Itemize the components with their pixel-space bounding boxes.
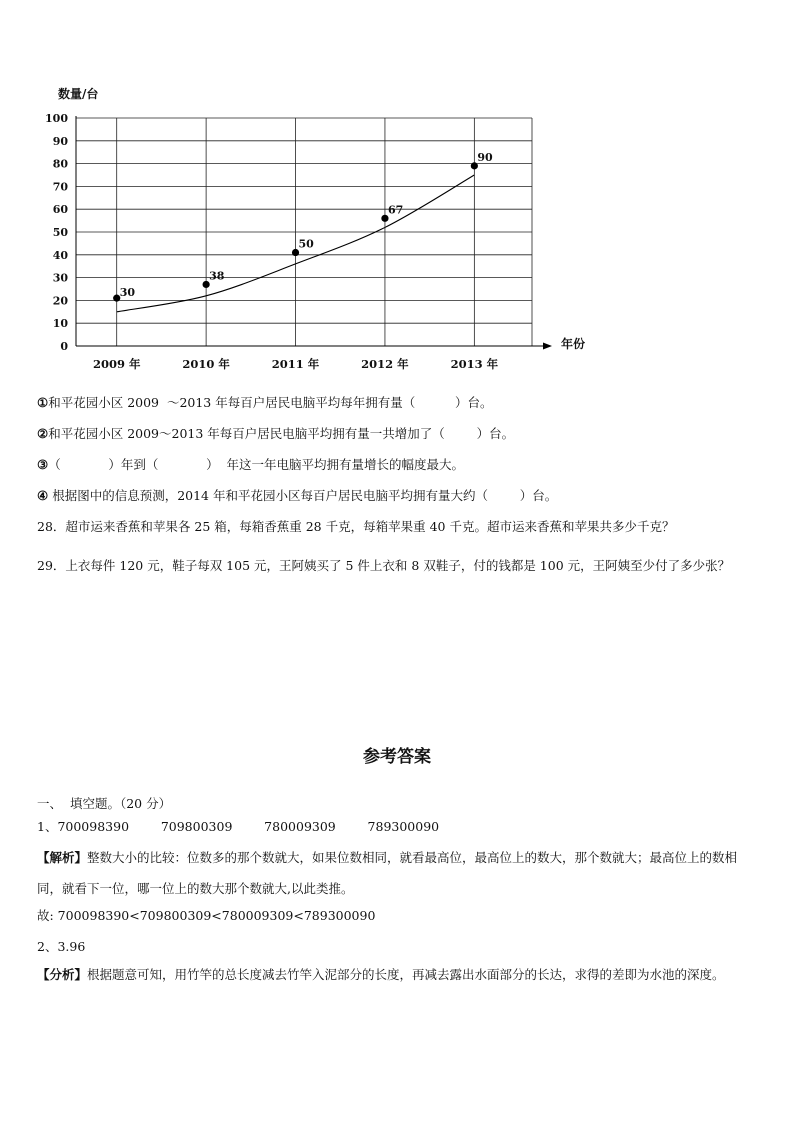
- circled-1-marker: ①: [37, 395, 49, 410]
- question-3-text: （ ）年到（ ） 年这一年电脑平均拥有量增长的幅度最大。: [48, 457, 465, 472]
- questions-block: [37, 395, 757, 581]
- data-label: 90: [477, 150, 493, 164]
- question-1: [37, 395, 757, 411]
- answers-block: [37, 796, 757, 990]
- x-tick-label: 2010 年: [182, 357, 230, 371]
- circled-2-marker: ②: [37, 426, 49, 441]
- x-axis-arrow: [543, 343, 552, 350]
- line-chart: [40, 80, 600, 380]
- question-1-text: 和平花园小区 2009 ～2013 年每百户居民电脑平均每年拥有量（ ）台。: [48, 395, 493, 410]
- y-tick-label: 0: [60, 340, 68, 353]
- question-2: [37, 426, 757, 442]
- y-tick-label: 80: [52, 157, 68, 171]
- analysis-tag: 【分析】: [37, 967, 88, 982]
- question-29: 29．上衣每件 120 元，鞋子每双 105 元，王阿姨买了 5 件上衣和 8 双鞋子，付的钱都是 100 元，王阿姨至少付了多少张？: [37, 558, 731, 573]
- x-tick-label: 2013 年: [450, 357, 499, 371]
- analysis-tag: 【解析】: [37, 850, 88, 865]
- x-axis-title: 年份: [561, 337, 586, 351]
- y-tick-label: 40: [52, 248, 68, 262]
- answer-2-analysis: [37, 959, 757, 990]
- question-2-text: 和平花园小区 2009～2013 年每百户居民电脑平均拥有量一共增加了（ ）台。: [48, 426, 515, 441]
- analysis-text: 整数大小的比较：位数多的那个数就大，如果位数相同，就看最高位，最高位上的数大，那个数就大；最高位上的数相同，就看下一位，哪一位上的数大那个数就大,以此类推。: [37, 850, 738, 896]
- question-4-text: 根据图中的信息预测，2014 年和平花园小区每百户居民电脑平均拥有量大约（ ）台。: [48, 488, 558, 503]
- answer-1-analysis: [37, 842, 757, 904]
- question-28: 28．超市运来香蕉和苹果各 25 箱，每箱香蕉重 28 千克，每箱苹果重 40 千克。超市运来香蕉和苹果共多少千克？: [37, 519, 675, 534]
- circled-4-marker: ④: [37, 488, 49, 503]
- section-1-heading: 一、 填空题。（20 分）: [37, 796, 172, 811]
- answer-2: 2、3.96: [37, 939, 86, 954]
- data-label: 67: [387, 203, 404, 217]
- x-tick-label: 2011 年: [271, 357, 320, 371]
- answer-1: 1、700098390 709800309 780009309 789300090: [37, 819, 440, 834]
- data-label: 38: [209, 269, 225, 283]
- circled-3-marker: ③: [37, 457, 49, 472]
- analysis-text: 根据题意可知，用竹竿的总长度减去竹竿入泥部分的长度，再减去露出水面部分的长达，求得的差即为水池的深度。: [87, 967, 725, 982]
- y-tick-label: 50: [52, 226, 68, 239]
- data-label: 30: [119, 286, 136, 300]
- y-tick-label: 20: [52, 294, 68, 308]
- y-tick-label: 10: [52, 317, 68, 331]
- y-tick-label: 60: [52, 203, 68, 217]
- y-tick-label: 100: [45, 112, 68, 125]
- x-tick-label: 2012 年: [361, 357, 409, 371]
- y-axis-title: 数量/台: [58, 87, 99, 101]
- x-tick-label: 2009 年: [92, 357, 141, 371]
- y-tick-label: 30: [52, 271, 68, 285]
- answer-1-result: 故: 700098390<709800309<780009309<789300090: [37, 908, 376, 923]
- question-3: [37, 457, 757, 473]
- answers-title: 参考答案: [363, 747, 431, 767]
- y-tick-label: 90: [52, 134, 68, 148]
- y-tick-label: 70: [52, 180, 68, 194]
- data-label: 50: [298, 237, 314, 251]
- question-4: [37, 488, 757, 504]
